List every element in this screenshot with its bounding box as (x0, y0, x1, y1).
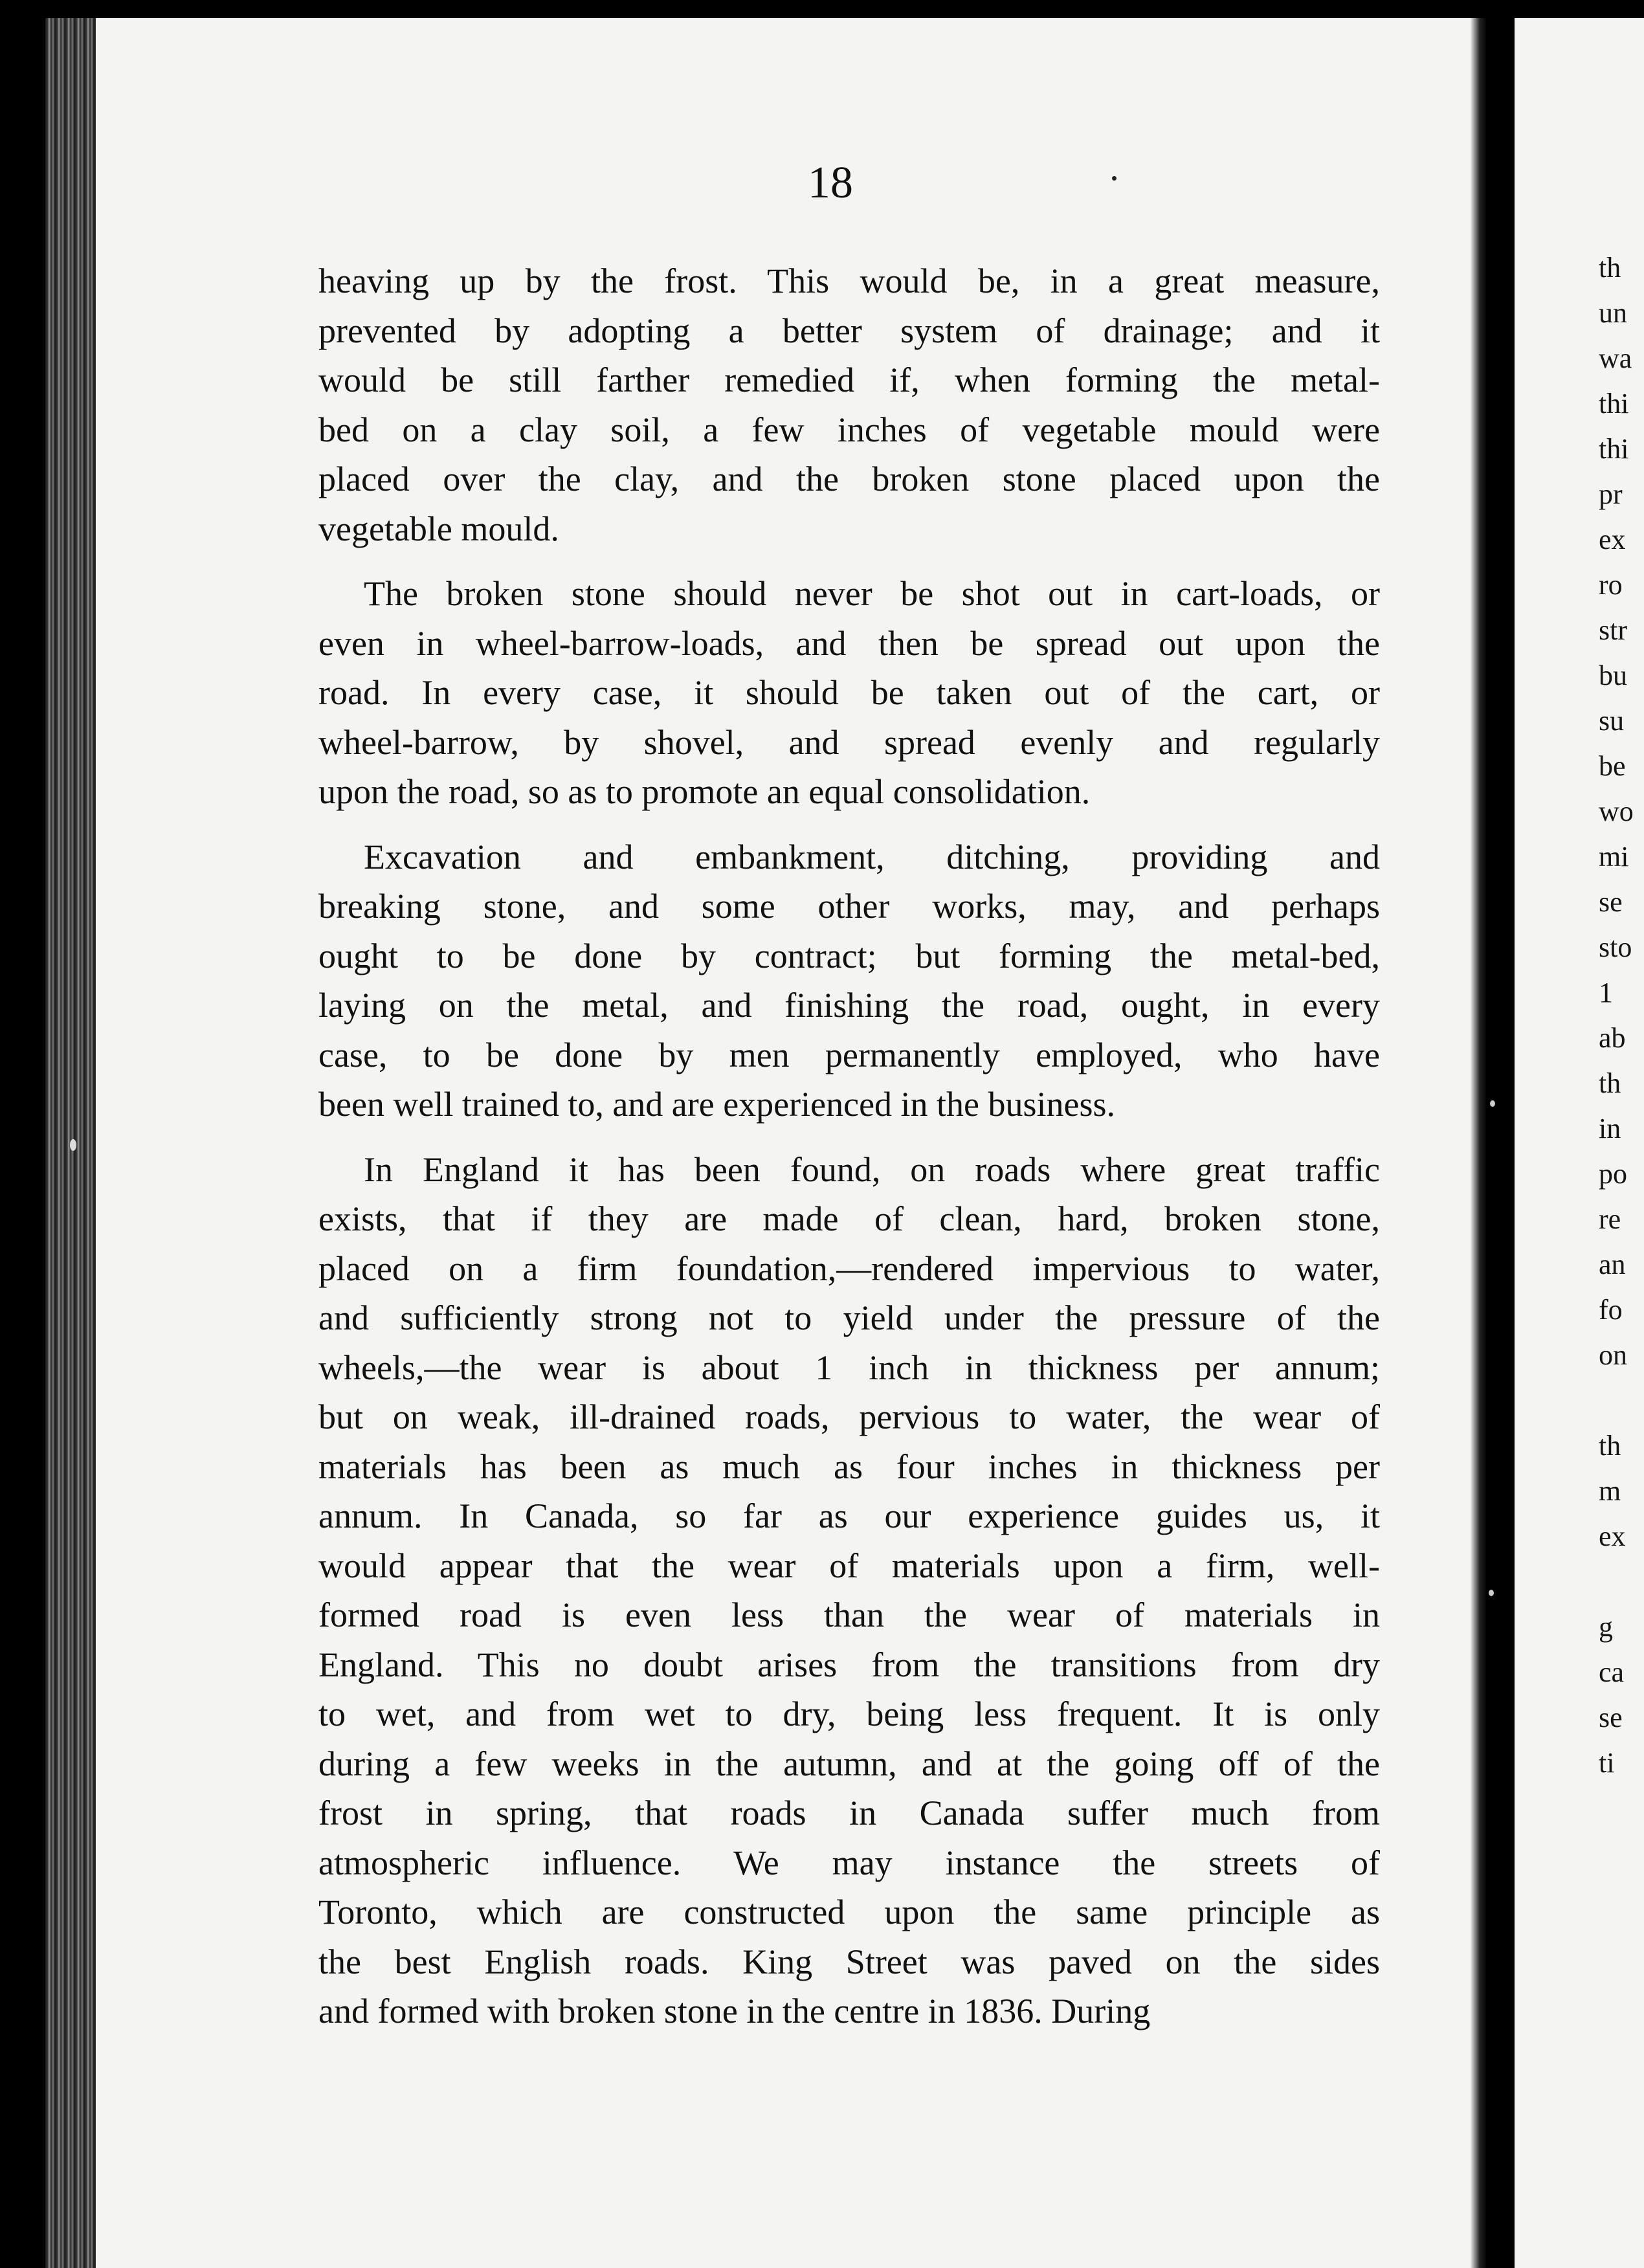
facing-page-line: wa (1599, 342, 1632, 374)
facing-page-line: mi (1599, 841, 1629, 873)
facing-page-fragment (1515, 18, 1644, 2268)
facing-page-line: po (1599, 1158, 1627, 1190)
text-line: but on weak, ill-drained roads, pervious to water, the wear of (318, 1397, 1380, 1436)
text-line: heaving up by the frost. This would be, in a great measure, (318, 261, 1380, 300)
paragraph-gap (318, 817, 1380, 832)
facing-page-line: thi (1599, 433, 1629, 465)
facing-page-line: wo (1599, 795, 1634, 827)
text-line: wheels,—the wear is about 1 inch in thickness per annum; (318, 1348, 1380, 1387)
facing-page-line: pr (1599, 478, 1623, 510)
gutter-mark (1489, 1590, 1494, 1596)
facing-page-line: on (1599, 1339, 1627, 1371)
facing-page-line: se (1599, 886, 1623, 918)
scan-top-border (0, 0, 1644, 18)
text-line: bed on a clay soil, a few inches of vegetable mould were (318, 410, 1380, 449)
text-line: upon the road, so as to promote an equal consolidation. (318, 772, 1091, 811)
text-line: exists, that if they are made of clean, hard, broken stone, (318, 1199, 1380, 1238)
page-text-body (318, 256, 1380, 2036)
gutter-mark (1490, 1100, 1495, 1107)
spine-mark (70, 1139, 76, 1151)
facing-page-line: th (1599, 1067, 1621, 1099)
facing-page-line: thi (1599, 388, 1629, 419)
text-line: and sufficiently strong not to yield under the pressure of the (318, 1298, 1380, 1337)
facing-page-line: ro (1599, 569, 1623, 601)
text-line: formed road is even less than the wear of materials in (318, 1595, 1380, 1634)
facing-page-line: su (1599, 705, 1625, 737)
text-line: placed on a firm foundation,—rendered impervious to water, (318, 1249, 1380, 1288)
facing-page-line: 1 (1599, 977, 1613, 1008)
facing-page-line: ti (1599, 1747, 1615, 1779)
facing-page-line: re (1599, 1203, 1621, 1235)
paragraph-gap (318, 553, 1380, 569)
facing-page-line: un (1599, 297, 1627, 329)
text-line: The broken stone should never be shot out in cart-loads, or (364, 574, 1380, 613)
text-line: would appear that the wear of materials upon a firm, well- (318, 1546, 1380, 1585)
facing-page-line: ex (1599, 1520, 1626, 1552)
page-number: 18 (808, 158, 853, 208)
facing-page-line: se (1599, 1702, 1623, 1733)
facing-page-line: be (1599, 750, 1626, 782)
text-line: In England it has been found, on roads where great traffic (364, 1150, 1380, 1189)
text-line: prevented by adopting a better system of drainage; and it (318, 311, 1380, 350)
text-line: Excavation and embankment, ditching, providing and (364, 837, 1380, 876)
text-line: placed over the clay, and the broken stone placed upon the (318, 460, 1380, 498)
facing-page-line: ex (1599, 524, 1626, 555)
ink-speck (1112, 176, 1116, 181)
text-line: atmospheric influence. We may instance the streets of (318, 1843, 1380, 1882)
facing-page-line: an (1599, 1249, 1626, 1280)
text-line: during a few weeks in the autumn, and at the going off of the (318, 1744, 1380, 1783)
text-line: vegetable mould. (318, 509, 559, 548)
facing-page-line: ca (1599, 1656, 1625, 1688)
text-line: to wet, and from wet to dry, being less frequent. It is only (318, 1695, 1380, 1733)
text-line: materials has been as much as four inches in thickness per (318, 1447, 1380, 1486)
paragraph (318, 569, 1380, 817)
text-line: wheel-barrow, by shovel, and spread evenly and regularly (318, 722, 1380, 762)
facing-page-line: in (1599, 1113, 1621, 1144)
text-line: annum. In Canada, so far as our experience guides us, it (318, 1496, 1380, 1535)
page-gutter (1486, 18, 1515, 2268)
text-line: breaking stone, and some other works, may, and perhaps (318, 887, 1380, 926)
text-line: been well trained to, and are experienced in the business. (318, 1085, 1116, 1124)
text-line: would be still farther remedied if, when forming the metal- (318, 361, 1380, 399)
text-line: road. In every case, it should be taken out of the cart, or (318, 673, 1380, 712)
text-line: the best English roads. King Street was paved on the sides (318, 1942, 1380, 1981)
facing-page-line: th (1599, 252, 1621, 284)
page-edge-shadow (1471, 18, 1487, 2268)
paragraph (318, 1145, 1380, 2036)
facing-page-line: ab (1599, 1022, 1626, 1054)
facing-page-line: th (1599, 1430, 1621, 1462)
facing-page-line: g (1599, 1611, 1613, 1643)
paragraph (318, 256, 1380, 553)
text-line: and formed with broken stone in the centre in 1836. During (318, 1992, 1151, 2030)
text-line: even in wheel-barrow-loads, and then be spread out upon the (318, 623, 1380, 663)
facing-page-line: sto (1599, 931, 1632, 963)
text-line: ought to be done by contract; but forming the metal-bed, (318, 936, 1380, 975)
facing-page-line: fo (1599, 1294, 1623, 1326)
text-line: case, to be done by men permanently employed, who have (318, 1035, 1380, 1074)
text-line: England. This no doubt arises from the transitions from dry (318, 1645, 1380, 1684)
text-line: laying on the metal, and finishing the road, ought, in every (318, 986, 1380, 1025)
text-line: frost in spring, that roads in Canada suffer much from (318, 1794, 1380, 1832)
paragraph (318, 832, 1380, 1129)
facing-page-line: bu (1599, 660, 1627, 691)
facing-page-line: m (1599, 1475, 1621, 1507)
paragraph-gap (318, 1129, 1380, 1145)
facing-page-line: str (1599, 614, 1627, 646)
text-line: Toronto, which are constructed upon the same principle as (318, 1893, 1380, 1931)
